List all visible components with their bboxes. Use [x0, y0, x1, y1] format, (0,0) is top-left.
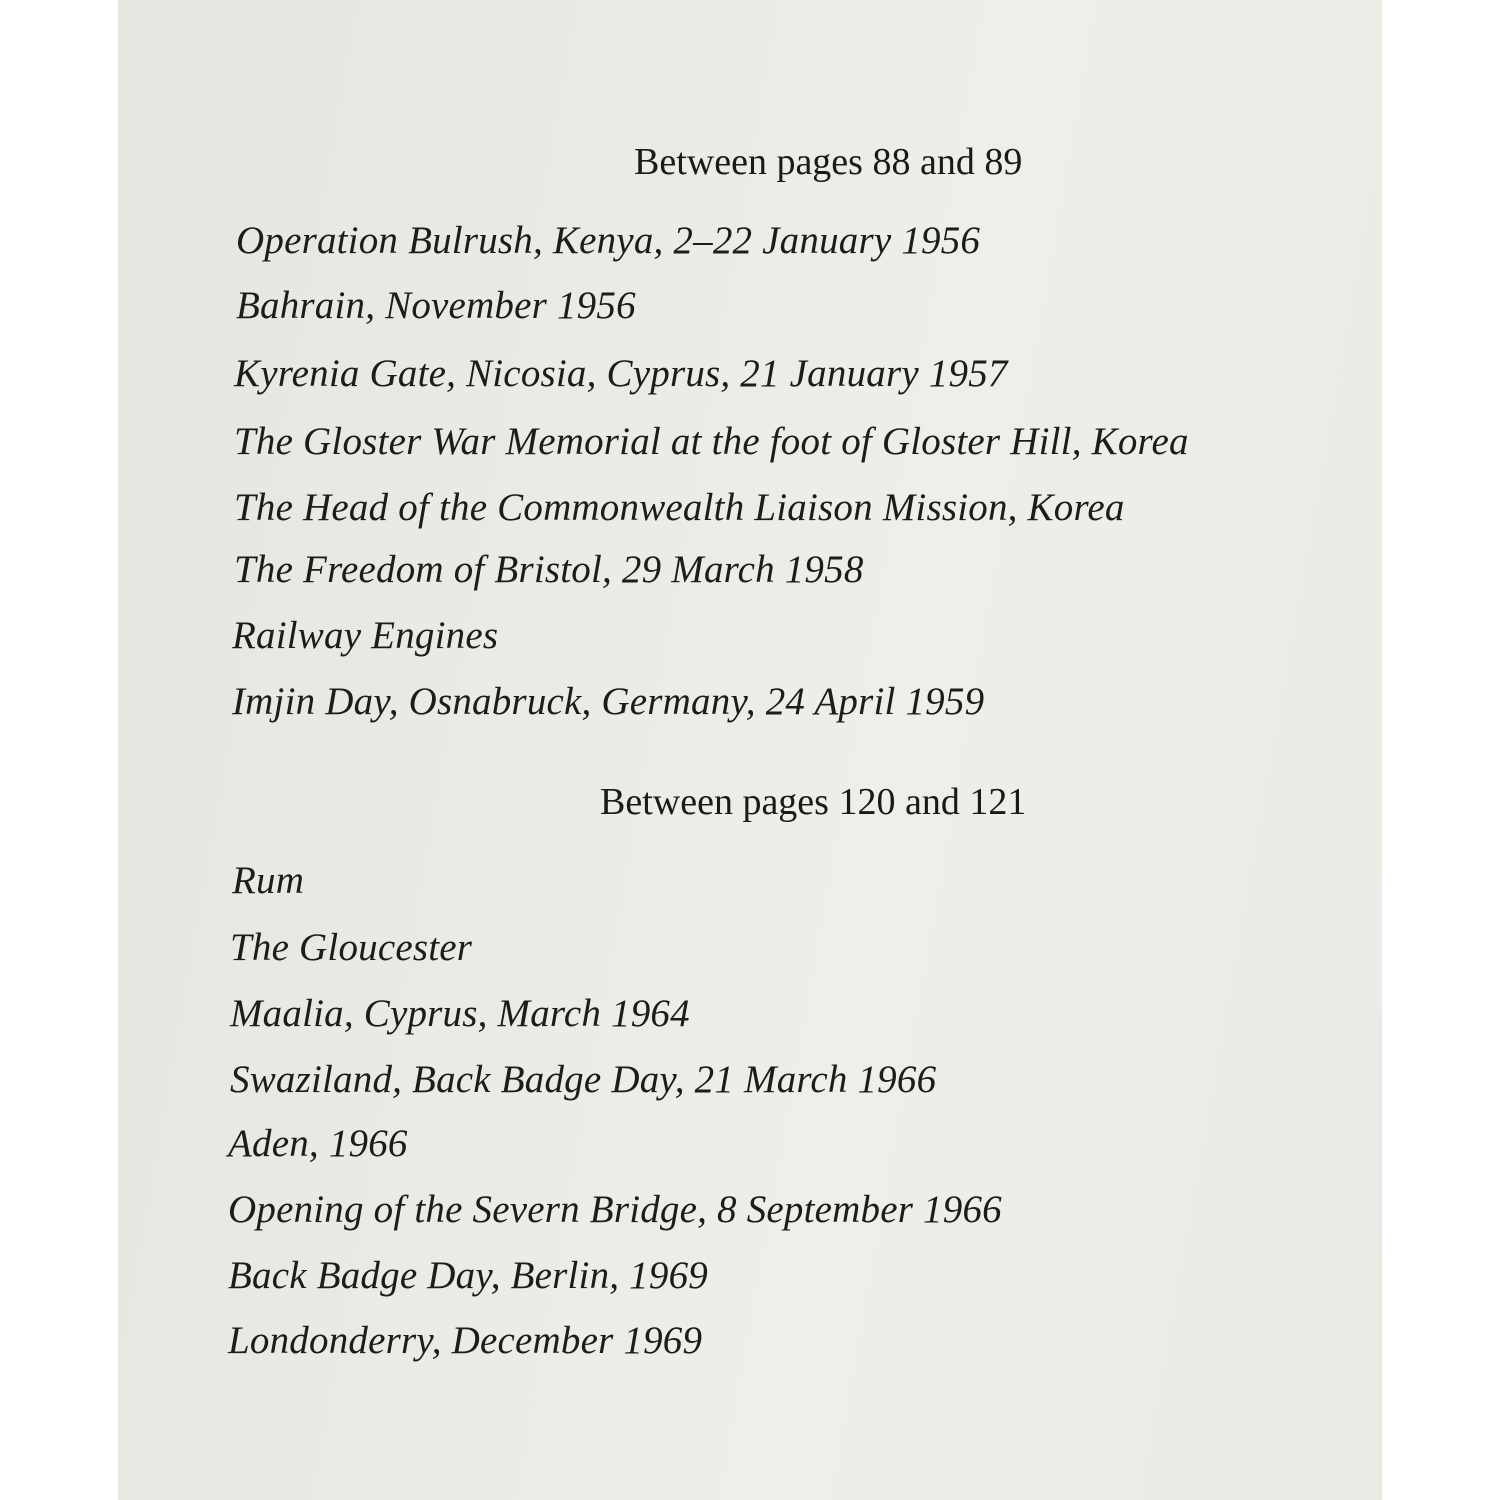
book-page: [118, 0, 1382, 1500]
list-item: Rum: [232, 859, 305, 902]
list-item: Swaziland, Back Badge Day, 21 March 1966: [230, 1058, 937, 1101]
list-item: Londonderry, December 1969: [228, 1319, 703, 1362]
list-item: Kyrenia Gate, Nicosia, Cyprus, 21 January 1957: [234, 352, 1008, 395]
list-item: Back Badge Day, Berlin, 1969: [228, 1254, 708, 1297]
list-item: The Gloster War Memorial at the foot of Gloster Hill, Korea: [234, 420, 1189, 463]
list-item: The Gloucester: [230, 926, 473, 969]
list-item: Railway Engines: [232, 614, 499, 657]
list-item: The Freedom of Bristol, 29 March 1958: [234, 548, 864, 591]
section-heading-2: Between pages 120 and 121: [600, 781, 1027, 823]
list-item: Imjin Day, Osnabruck, Germany, 24 April 1959: [232, 680, 985, 723]
list-item: The Head of the Commonwealth Liaison Mission, Korea: [234, 486, 1125, 529]
list-item: Maalia, Cyprus, March 1964: [230, 992, 690, 1035]
list-item: Operation Bulrush, Kenya, 2–22 January 1956: [236, 219, 981, 262]
list-item: Aden, 1966: [228, 1122, 408, 1165]
section-heading-1: Between pages 88 and 89: [634, 141, 1023, 183]
list-item: Bahrain, November 1956: [236, 284, 636, 327]
list-item: Opening of the Severn Bridge, 8 September 1966: [228, 1188, 1002, 1231]
